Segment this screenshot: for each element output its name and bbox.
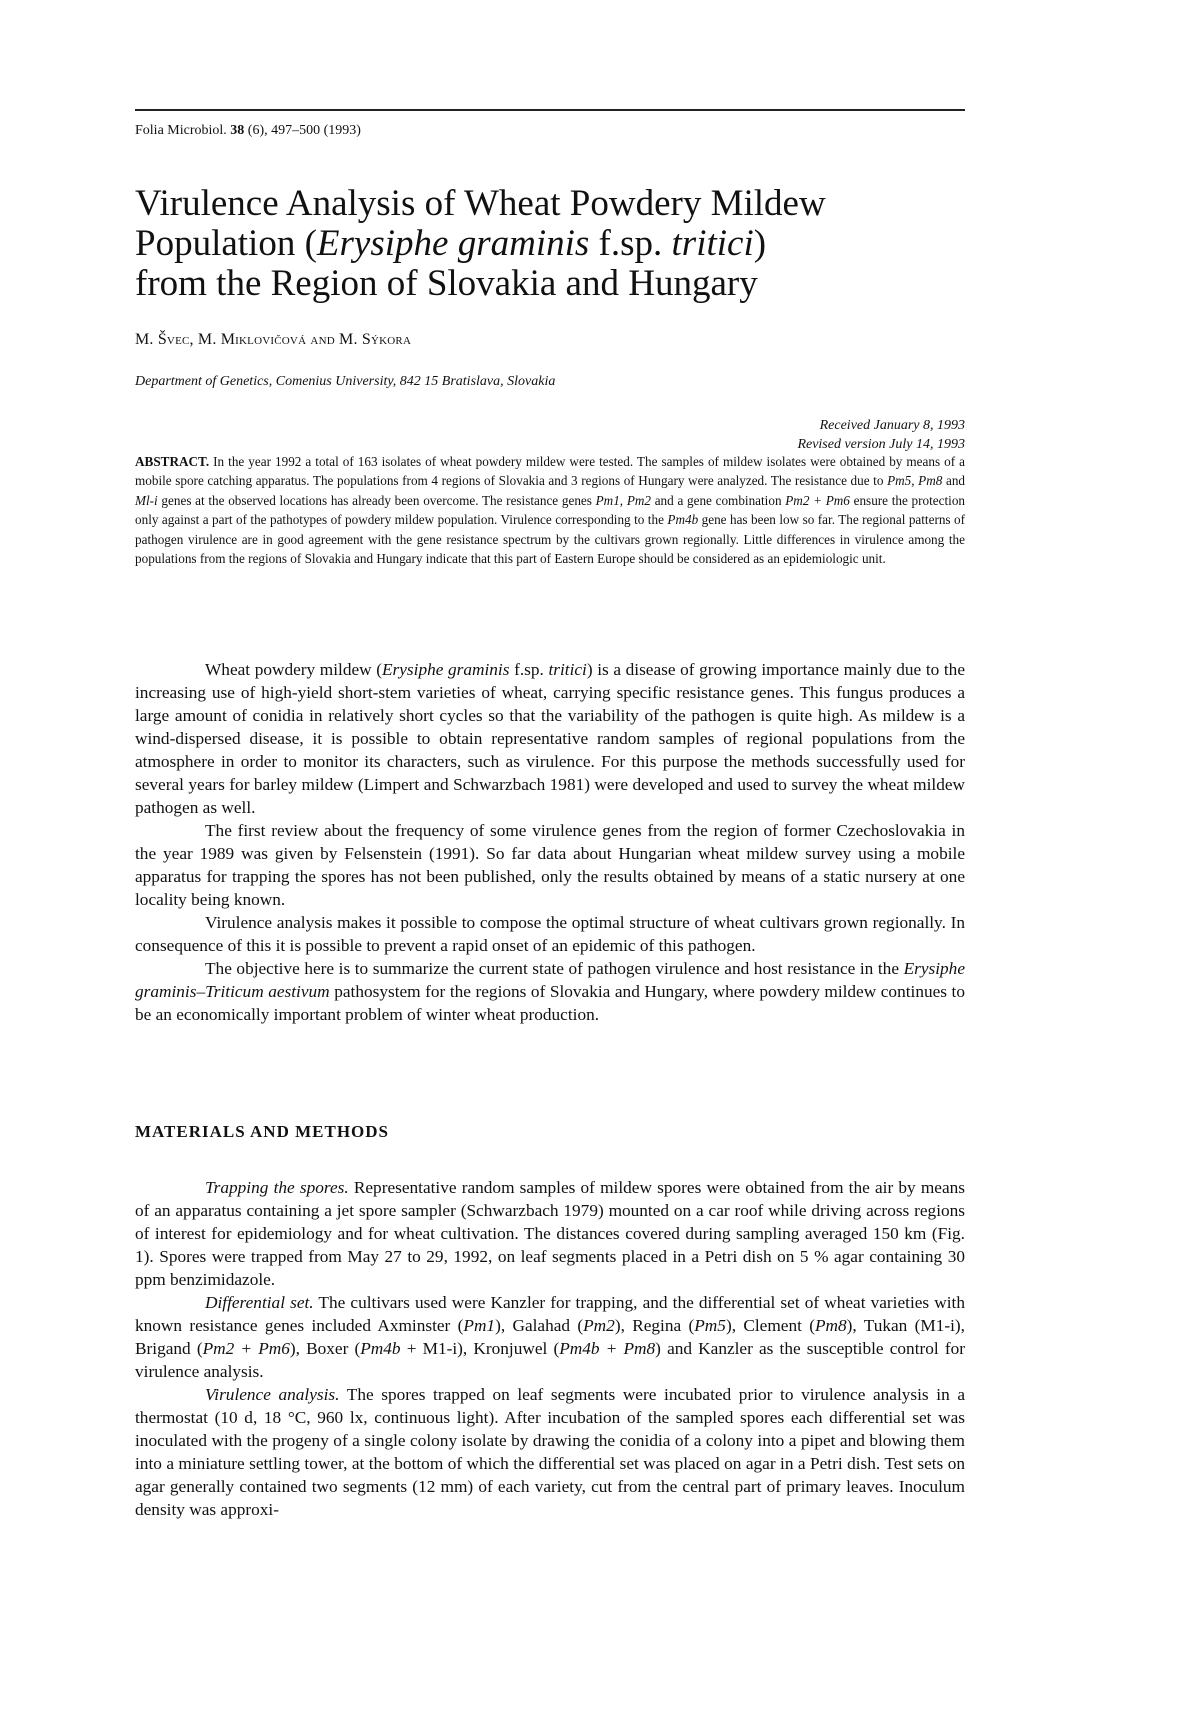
text-run: The objective here is to summarize the current state of pathogen virulence and host resistance in the (205, 959, 904, 978)
abstract (135, 452, 965, 568)
paragraph (135, 819, 965, 911)
text-run: , (619, 492, 627, 508)
text-run: pathosystem for the regions of Slovakia and Hungary, where powdery mildew continues to be an economically important problem of winter wheat production. (135, 982, 965, 1024)
text-run: and a gene combination (651, 492, 786, 508)
italic-text: Erysiphe graminis (316, 223, 590, 264)
paragraph (135, 1291, 965, 1383)
received-date: Received January 8, 1993 (819, 418, 965, 433)
italic-text: tritici (548, 660, 587, 679)
italic-text: Differential set. (205, 1293, 314, 1312)
text-run: Representative random samples of mildew spores were obtained from the air by means of an apparatus containing a jet spore sampler (Schwarzbach 1979) mounted on a car roof while driving across regions of interest for epidemiology and for wheat cultivation. The distances covered during sampling averaged 150 km (Fig. 1). Spores were trapped from May 27 to 29, 1992, on leaf segments placed in a Petri dish on 5 % agar containing 30 ppm benzimidazole. (135, 1178, 965, 1289)
italic-text: Pm2 (626, 492, 651, 508)
text-run: In the year 1992 a total of 163 isolates of wheat powdery mildew were tested. The samples of mildew isolates were obtained by means of a mobile spore catching apparatus. The populations from 4 regions of Slovakia and 3 regions of Hungary were analyzed. The resistance due to (135, 454, 965, 489)
text-run: ), Galahad ( (495, 1316, 584, 1335)
text-run: Wheat powdery mildew ( (205, 660, 382, 679)
italic-text: Pm2 + Pm6 (785, 492, 850, 508)
italic-text: Pm1 (463, 1316, 496, 1335)
text-run: from the Region of Slovakia and Hungary (135, 263, 758, 304)
text-run: Virulence Analysis of Wheat Powdery Mildew (135, 183, 826, 224)
italic-text: Pm4b (360, 1339, 401, 1358)
text-run: and (942, 473, 966, 489)
text-run: Population ( (135, 223, 317, 264)
dates (797, 416, 965, 454)
header-rule (135, 109, 965, 111)
paragraph (135, 957, 965, 1026)
text-run: genes at the observed locations has already been overcome. The resistance genes (157, 492, 596, 508)
italic-text: Pm2 + Pm6 (202, 1339, 290, 1358)
title-line (135, 184, 965, 224)
affiliation: Department of Genetics, Comenius University, 842 15 Bratislava, Slovakia (135, 374, 556, 389)
text-run: ) (753, 223, 767, 264)
abstract-label: ABSTRACT. (135, 454, 210, 469)
italic-text: Erysiphe graminis (381, 660, 510, 679)
italic-text: Pm4b (667, 512, 699, 528)
text-run: ensure the protection only against a part of the pathotypes of powdery mildew population. Virulence corresponding to the (135, 492, 966, 528)
journal-name: Folia Microbiol. (135, 123, 231, 138)
abstract-text (135, 454, 965, 566)
paragraph (135, 1383, 965, 1521)
italic-text: Pm8 (814, 1316, 847, 1335)
section-heading-methods: MATERIALS AND METHODS (135, 1122, 389, 1141)
text-run: ), Tukan (M1-i), Brigand ( (135, 1316, 965, 1358)
text-run: , (911, 473, 919, 489)
text-run: ) is a disease of growing importance mainly due to the increasing use of high-yield short-stem varieties of wheat, carrying specific resistance genes. This fungus produces a large amount of conidia in relatively short cycles so that the variability of the pathogen is quite high. As mildew is a wind-dispersed disease, it is possible to obtain representative random samples of regional populations from the atmosphere in order to monitor its characters, such as virulence. For this purpose the methods successfully used for several years for barley mildew (Limpert and Schwarzbach 1981) were developed and used to survey the wheat mildew pathogen as well. (135, 660, 965, 817)
paragraph (135, 911, 965, 957)
text-run: The cultivars used were Kanzler for trapping, and the differential set of wheat varieties with known resistance genes included Axminster ( (135, 1293, 965, 1335)
authors: M. Švec, M. Miklovičová and M. Sýkora (135, 331, 412, 348)
text-run: gene has been low so far. The regional patterns of pathogen virulence are in good agreement with the gene resistance spectrum by the cultivars grown regionally. Little differences in virulence among the populations from the regions of Slovakia and Hungary indicate that this part of Eastern Europe should be considered as an epidemiologic unit. (135, 512, 966, 567)
journal-issue-pages: (6), 497–500 (1993) (244, 123, 361, 138)
text-run: The first review about the frequency of some virulence genes from the region of former Czechoslovakia in the year 1989 was given by Felsenstein (1991). So far data about Hungarian wheat mildew survey using a mobile apparatus for trapping the spores has not been published, only the results obtained by means of a static nursery at one locality being known. (135, 821, 965, 909)
paragraph (135, 1176, 965, 1291)
text-run: The spores trapped on leaf segments were incubated prior to virulence analysis in a thermostat (10 d, 18 °C, 960 lx, continuous light). After incubation of the sampled spores each differential set was inoculated with the progeny of a single colony isolate by drawing the conidia of a colony into a pipet and blowing them into a miniature settling tower, at the bottom of which the differential set was placed on agar in a Petri dish. Test sets on agar generally contained two segments (12 mm) of each variety, cut from the central part of primary leaves. Inoculum density was approxi- (135, 1385, 965, 1519)
revised-date: Revised version July 14, 1993 (797, 437, 965, 452)
journal-citation (135, 123, 361, 139)
italic-text: Pm4b + Pm8 (559, 1339, 656, 1358)
journal-volume: 38 (230, 123, 245, 138)
italic-text: Pm5 (887, 473, 912, 489)
italic-text: Pm5 (694, 1316, 726, 1335)
introduction (135, 658, 965, 1026)
italic-text: Trapping the spores. (205, 1178, 349, 1197)
text-run: f.sp. (589, 223, 672, 264)
paper-title (135, 184, 965, 304)
text-run: ), Clement ( (725, 1316, 815, 1335)
text-run: + M1-i), Kronjuwel ( (400, 1339, 560, 1358)
title-line (135, 264, 965, 304)
text-run: ), Regina ( (614, 1316, 695, 1335)
italic-text: Pm1 (595, 492, 620, 508)
text-run: f.sp. (509, 660, 549, 679)
title-line (135, 224, 965, 264)
methods-section (135, 1176, 965, 1521)
text-run: Virulence analysis makes it possible to compose the optimal structure of wheat cultivars grown regionally. In consequence of this it is possible to prevent a rapid onset of an epidemic of this pathogen. (135, 913, 965, 955)
text-run: ), Boxer ( (289, 1339, 361, 1358)
italic-text: Pm2 (583, 1316, 615, 1335)
paragraph (135, 658, 965, 819)
italic-text: Erysiphe graminis–Triticum aestivum (135, 959, 965, 1001)
italic-text: Virulence analysis. (205, 1385, 340, 1404)
italic-text: Ml-i (135, 492, 158, 508)
italic-text: Pm8 (918, 473, 943, 489)
text-run: ) and Kanzler as the susceptible control for virulence analysis. (135, 1339, 965, 1381)
italic-text: tritici (671, 223, 754, 264)
